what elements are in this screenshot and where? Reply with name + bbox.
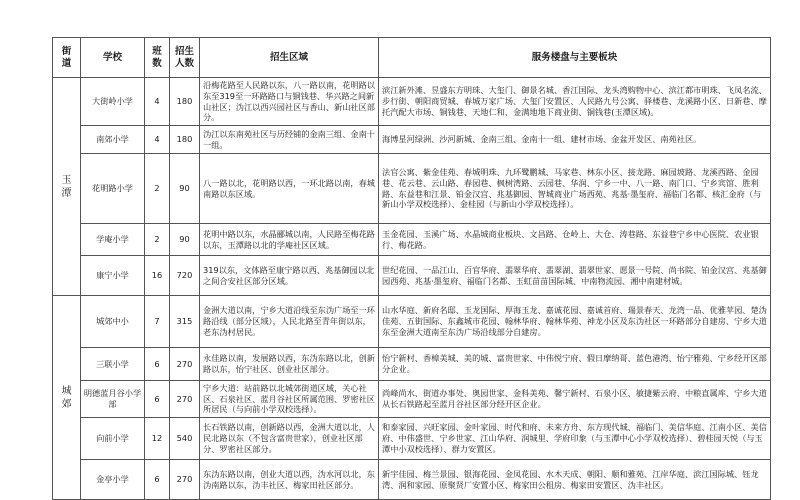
classes-cell: 4 — [145, 126, 170, 154]
school-cell: 城郊中小 — [81, 296, 145, 348]
classes-cell: 6 — [145, 460, 170, 500]
buildings-cell: 滨江新外滩、昱盛东方明珠、大玺门、御景名城、香江国际、龙头湾购物中心、滨江都市明珠、飞凤名流、步行街、朝阳商贸城、春城万家广场、大玺门安置区、人民路九号公寓、驿楼巷、龙溪路小区、日新巷、摩托汽配大市场、铜钱巷、天地仁和、金满地地下商业街、铜钱巷(玉潭区域)。 — [379, 78, 771, 126]
school-cell: 金亭小学 — [81, 460, 145, 500]
school-cell: 康宁小学 — [81, 256, 145, 296]
school-cell: 学庵小学 — [81, 224, 145, 256]
header-buildings: 服务楼盘与主要板块 — [379, 38, 771, 78]
enroll-cell: 540 — [170, 418, 200, 460]
buildings-cell: 山水华庭、新府名邸、玉龙国际、厚海玉龙、嘉诚花园、嘉诚首府、瑞景春天、龙湾一品、优雅苹园、楚沩佳苑、五街国际、东鑫城市花园、翰林华府、翰林华苑、神龙小区及东沩社区一环路部分自建房、宁乡大道东至金洲大道南至东沩广场沿线部分自建房。 — [379, 296, 771, 348]
area-cell: 东沩东路以南，创业大道以西，沩水河以北，东沩南路以东，沩丰社区、梅家田社区部分。 — [200, 460, 379, 500]
classes-cell: 4 — [145, 78, 170, 126]
table-row — [53, 348, 771, 381]
enroll-cell: 315 — [170, 296, 200, 348]
table-row — [53, 154, 771, 224]
buildings-cell: 尚峰尚水、街道办事处、奥园世家、金科美苑、馨宁新村、石泉小区、敏捷紫云府、中粮直属库、宁乡大道从长石铁路起至蓝月谷社区部分经开区企业。 — [379, 381, 771, 418]
area-cell: 永佳路以南，发展路以西，东沩东路以北，创新路以东，怡宁社区、创业社区部分。 — [200, 348, 379, 381]
table-row — [53, 460, 771, 500]
header-area: 招生区域 — [200, 38, 379, 78]
buildings-cell: 世纪花园、一品江山、百官华府、翡翠华府、翡翠湖、翡翠世家、愿景一号院、尚书院、铂金汉宫、兆基御园西苑、兆基·墨玺府、福临门名都、玉虹苗苗国际城、中南物流园、湘中南建材城。 — [379, 256, 771, 296]
area-cell: 宁乡大道：站前路以北城郊街道区域，关心社区、石泉社区、蓝月谷社区所属范围、罗密社区所居民（与向前小学双校选择）。 — [200, 381, 379, 418]
enroll-cell: 270 — [170, 460, 200, 500]
header-row — [53, 38, 771, 78]
buildings-cell: 海博星河绿洲、沙河新城、金南三组、金南十一组、建材市场、金盆开发区、南苑社区。 — [379, 126, 771, 154]
classes-cell: 2 — [145, 224, 170, 256]
area-cell: 沩江以东南苑社区与历经铺的金南三组、金南十一组。 — [200, 126, 379, 154]
enroll-cell: 90 — [170, 224, 200, 256]
classes-cell: 7 — [145, 296, 170, 348]
table-row — [53, 296, 771, 348]
area-cell: 金洲大道以南，宁乡大道沿线至东沩广场至一环路沿线（部分区域），人民北路至青年街以东，老东沩村居民。 — [200, 296, 379, 348]
school-cell: 明德蓝月谷小学部 — [81, 381, 145, 418]
school-cell: 花明路小学 — [81, 154, 145, 224]
school-cell: 向前小学 — [81, 418, 145, 460]
buildings-cell: 玉金花园、玉溪广场、水晶城商业板块、文昌路、仓岭上、大仓、涛巷路、东益巷宁乡中心医院、农业银行、梅花路。 — [379, 224, 771, 256]
enroll-cell: 180 — [170, 78, 200, 126]
enroll-cell: 90 — [170, 154, 200, 224]
enroll-cell: 720 — [170, 256, 200, 296]
classes-cell: 12 — [145, 418, 170, 460]
area-cell: 319以东，文体路至康宁路以西、兆基御园以北之间合安社区部分区域。 — [200, 256, 379, 296]
classes-cell: 6 — [145, 381, 170, 418]
table-row — [53, 381, 771, 418]
area-cell: 长石铁路以南，创新路以西，金洲大道以北，人民北路以东（不包含富贵世家），创业社区部分、罗密社区部分。 — [200, 418, 379, 460]
header-enroll: 招生人数 — [170, 38, 200, 78]
buildings-cell: 法官公寓、紫金佳苑、春城明珠、九环鹭鹏城、马家巷、林东小区、接龙路、麻园坡路、龙溪西路、金园巷、花云巷、云山路、春园巷、枫树湾路、云园巷、华润、宁乡一中、八一路、南门口、宁乡宾馆、胜利路、东益巷和江景、铂金汉宫、兆基御园、智城商业广场西苑、兆基·墨玺府、福临门名都、核汇金府（与新山小学双校选择）、金桂园（与新山小学双校选择）。 — [379, 154, 771, 224]
buildings-cell: 怡宁新村、香樟美城、美的城、富贵世家、中伟悦宁府、假日摩纳哥、蓝色港湾、怡宁雅苑、宁乡经开区部分企业。 — [379, 348, 771, 381]
classes-cell: 2 — [145, 154, 170, 224]
area-cell: 花明中路以东，水晶郦城以南，人民路至梅花路以东，玉潭路以北的学庵社区区域。 — [200, 224, 379, 256]
table-row — [53, 256, 771, 296]
enroll-cell: 180 — [170, 126, 200, 154]
header-school: 学校 — [81, 38, 145, 78]
table-row — [53, 418, 771, 460]
enroll-cell: 270 — [170, 381, 200, 418]
enrollment-table — [52, 37, 771, 500]
area-cell: 沿梅花路至人民路以东，八一路以南，花明路以东至319至一环路路口与铜钱巷、华兴路之间新山社区；沩江以西兴园社区与香山、新山社区部分。 — [200, 78, 379, 126]
school-cell: 南郊小学 — [81, 126, 145, 154]
classes-cell: 16 — [145, 256, 170, 296]
buildings-cell: 新宇佳园、梅兰景园、银海花园、金凤花园、水木天成、朝阳、顺和雅苑、江岸华庭、滨江国际城、钰龙湾、润和家园、原聚贤厂安置小区、梅家田公租房、梅家田安置区、沩丰社区。 — [379, 460, 771, 500]
table-row — [53, 126, 771, 154]
area-cell: 八一路以北，花明路以西，一环北路以南，春城南路以东区域。 — [200, 154, 379, 224]
street-cell-yutan: 玉潭 — [53, 78, 81, 296]
table-row — [53, 78, 771, 126]
header-street: 街道 — [53, 38, 81, 78]
classes-cell: 6 — [145, 348, 170, 381]
street-cell-chengjiao: 城郊 — [53, 296, 81, 500]
school-cell: 大街岭小学 — [81, 78, 145, 126]
enroll-cell: 270 — [170, 348, 200, 381]
buildings-cell: 和泰家园、兴旺家园、金叶家园、时代和府、未来方舟、东方现代城、福临门、美信华庭、江南小区、美信府、中伟盛世、宁乡世家、江山华府、润城里、学府印象（与玉潭中心小学双校选择）、碧桂园天悦（与玉潭中小双校选择）、群力安置区。 — [379, 418, 771, 460]
school-cell: 三联小学 — [81, 348, 145, 381]
enrollment-table-frame — [52, 37, 770, 490]
header-classes: 班数 — [145, 38, 170, 78]
table-row — [53, 224, 771, 256]
